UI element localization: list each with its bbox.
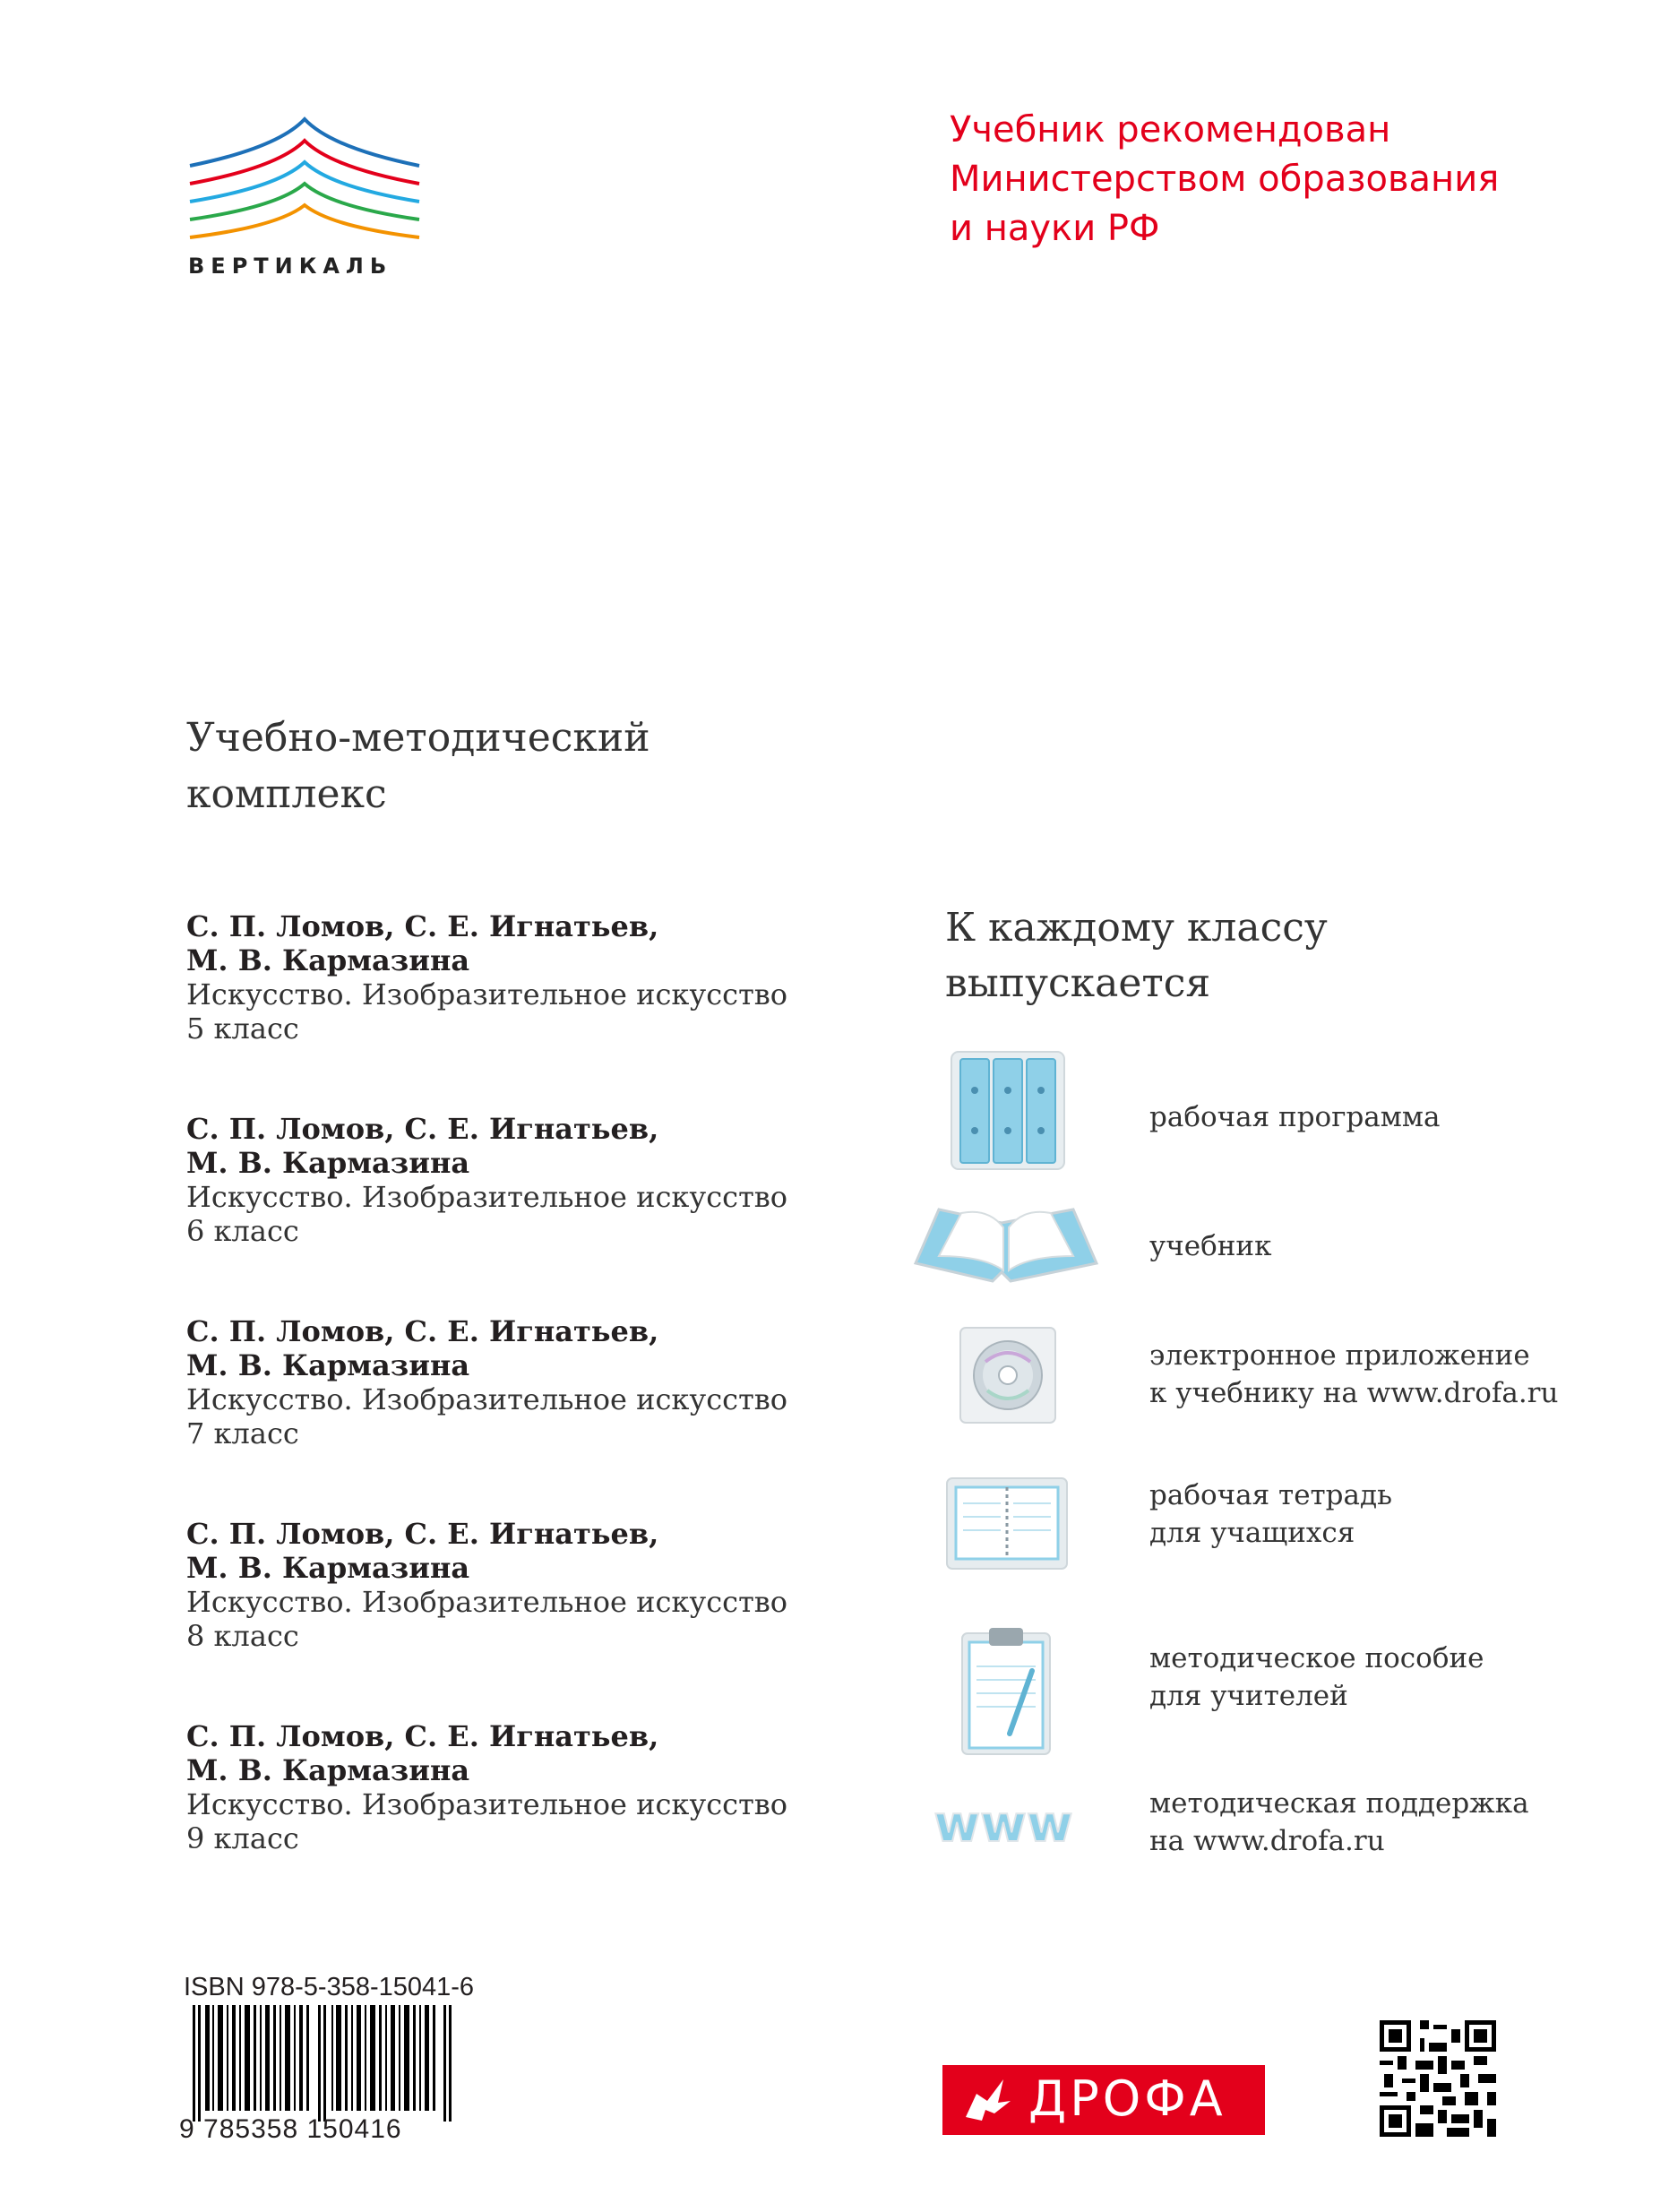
resource-label-workbook	[1149, 1476, 1392, 1552]
book-item	[186, 1314, 867, 1517]
resource-label-line: методическое пособие	[1149, 1642, 1484, 1674]
resource-label-online-support	[1149, 1785, 1529, 1860]
book-authors: С. П. Ломов, С. Е. Игнатьев,	[186, 1517, 659, 1551]
resource-label-e-supplement	[1149, 1337, 1558, 1412]
book-title: Искусство. Изобразительное искусство	[186, 1787, 788, 1821]
book-title: Искусство. Изобразительное искусство	[186, 1585, 788, 1619]
recommendation-line: Учебник рекомендован	[950, 109, 1391, 151]
umk-heading-line: Учебно-методический	[186, 715, 650, 761]
cd-icon	[959, 1326, 1057, 1424]
book-authors: М. В. Кармазина	[186, 943, 470, 977]
book-authors: С. П. Ломов, С. Е. Игнатьев,	[186, 1112, 659, 1146]
book-grade: 8 класс	[186, 1619, 299, 1653]
book-authors: С. П. Ломов, С. Е. Игнатьев,	[186, 909, 659, 943]
notebook-icon	[945, 1476, 1069, 1571]
resource-label-line: на www.drofa.ru	[1149, 1825, 1385, 1857]
publisher-name: ДРОФА	[1028, 2070, 1226, 2127]
resource-label-textbook	[1149, 1227, 1271, 1265]
each-class-heading-line: выпускается	[945, 960, 1211, 1006]
book-list	[186, 909, 867, 1922]
book-grade: 5 класс	[186, 1011, 299, 1046]
each-class-heading-line: К каждому классу	[945, 905, 1328, 951]
qr-code-icon	[1380, 2020, 1496, 2137]
book-item	[186, 909, 867, 1112]
isbn-text: ISBN 978-5-358-15041-6	[184, 1973, 475, 2001]
book-authors: С. П. Ломов, С. Е. Игнатьев,	[186, 1314, 659, 1348]
bird-icon	[959, 2074, 1018, 2128]
book-item	[186, 1517, 867, 1719]
resource-label-line: методическая поддержка	[1149, 1787, 1529, 1820]
book-authors: М. В. Кармазина	[186, 1753, 470, 1787]
resource-label-line: учебник	[1149, 1230, 1272, 1262]
resource-label-line: электронное приложение	[1149, 1339, 1530, 1372]
each-class-heading	[945, 900, 1328, 1011]
resource-label-line: для учащихся	[1149, 1517, 1355, 1549]
book-title: Искусство. Изобразительное искусство	[186, 1382, 788, 1416]
barcode-digits: 9 785358 150416	[179, 2114, 402, 2144]
logo-wordmark: ВЕРТИКАЛЬ	[188, 254, 393, 279]
book-title: Искусство. Изобразительное искусство	[186, 1180, 788, 1214]
binders-icon	[950, 1050, 1066, 1171]
barcode-icon	[193, 2005, 461, 2122]
umk-heading	[186, 710, 650, 822]
resource-label-work-program	[1149, 1098, 1441, 1136]
www-icon-text: www	[933, 1796, 1073, 1854]
open-book-icon	[912, 1201, 1100, 1286]
resource-label-line: рабочая программа	[1149, 1101, 1441, 1133]
resource-label-line: рабочая тетрадь	[1149, 1479, 1392, 1511]
book-title: Искусство. Изобразительное искусство	[186, 977, 788, 1011]
resource-label-line: к учебнику на www.drofa.ru	[1149, 1377, 1559, 1409]
book-grade: 7 класс	[186, 1416, 299, 1450]
book-authors: М. В. Кармазина	[186, 1348, 470, 1382]
drofa-logo	[942, 2065, 1265, 2135]
book-authors: М. В. Кармазина	[186, 1146, 470, 1180]
resource-label-teacher-guide	[1149, 1640, 1484, 1715]
book-authors: С. П. Ломов, С. Е. Игнатьев,	[186, 1719, 659, 1753]
www-icon	[923, 1796, 1084, 1855]
book-grade: 6 класс	[186, 1214, 299, 1248]
clipboard-icon	[960, 1626, 1052, 1756]
umk-heading-line: комплекс	[186, 771, 387, 817]
recommendation-line: и науки РФ	[950, 208, 1160, 249]
book-item	[186, 1112, 867, 1314]
recommendation-text	[950, 106, 1613, 254]
book-authors: М. В. Кармазина	[186, 1551, 470, 1585]
book-item	[186, 1719, 867, 1922]
resource-label-line: для учителей	[1149, 1680, 1348, 1712]
book-grade: 9 класс	[186, 1821, 299, 1855]
recommendation-line: Министерством образования	[950, 159, 1500, 200]
